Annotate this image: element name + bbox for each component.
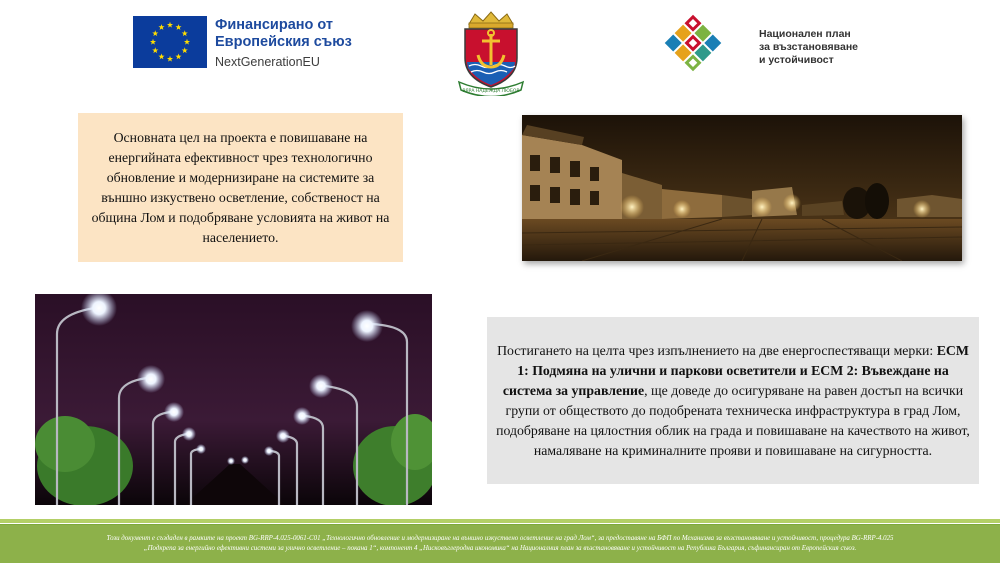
- eu-star: [158, 24, 164, 30]
- footer-line-2: „Подкрепа за енергийно ефективни системи за улично осветление – покана 1“, компонент 4 „Нисковъглеродна икономика“ на Националния план за възстановяване и устойчивост на Република България, съфинансиран от Европейския съюз.: [143, 545, 857, 552]
- footer-top-stripe: [0, 519, 1000, 523]
- eu-flag-icon: [133, 16, 207, 68]
- project-goal-text: Основната цел на проекта е повишаване на енергийната ефективност чрез технологично обновление и модернизиране на системите за външно изкуствено осветление, собственост на община Лом и подобряване условията на живот на населението.: [91, 129, 390, 245]
- measures-intro: Постигането на целта чрез изпълнението на две енергоспестяващи мерки:: [497, 342, 937, 358]
- energy-measures-text: [495, 341, 971, 461]
- eu-logo-line-3: NextGenerationEU: [215, 55, 320, 69]
- npv-logo-line-1: Национален план: [759, 28, 851, 40]
- footer-disclaimer: [0, 525, 1000, 563]
- eu-star: [182, 47, 188, 53]
- eu-funding-logo: [133, 16, 383, 74]
- eu-star: [167, 56, 173, 62]
- npv-logo-line-3: и устойчивост: [759, 54, 834, 66]
- crest-motto: ВЯРА НАДЕЖДА ЛЮБОВ: [462, 89, 520, 94]
- lom-crest-icon: [455, 10, 527, 96]
- footer-line-1: Този документ е създаден в рамките на проект BG-RRP-4.025-0061-C01 „Технологично обновление и модернизиране на външно изкуствено осветление на град Лом“, за предоставяне на БФП по Механизма за възстановяване и устойчивост, процедура BG-RRP-4.025: [106, 535, 894, 542]
- eu-star: [167, 22, 173, 28]
- npv-logo-line-2: за възстановяване: [759, 41, 859, 53]
- street-lights-photo: [35, 294, 432, 505]
- eu-star: [152, 30, 158, 36]
- eu-star: [175, 24, 181, 30]
- eu-star: [158, 54, 164, 60]
- eu-star: [182, 30, 188, 36]
- eu-star: [150, 39, 156, 45]
- embroidery-pattern-icon: [655, 10, 731, 76]
- measures-outcome: , ще доведе до осигуряване на равен достъп на всички групи от обществото до подобрената техническа инфраструктура в град Лом, подобряване на цялостния облик на града и повишаване на качеството на живот, намаляване на криминалните прояви и повишаване на сигурността.: [496, 382, 970, 458]
- eu-star: [184, 39, 190, 45]
- eu-logo-line-2: Европейския съюз: [215, 34, 352, 50]
- measures-esm-names: ЕСМ 1: Подмяна на улични и паркови осветители и ЕСМ 2: Въвеждане на система за управление: [502, 342, 969, 398]
- project-goal-box: [78, 113, 403, 262]
- eu-star: [152, 47, 158, 53]
- eu-star: [175, 54, 181, 60]
- city-night-photo: [522, 115, 962, 261]
- eu-logo-line-1: Финансирано от: [215, 17, 334, 33]
- energy-measures-box: [487, 317, 979, 484]
- national-recovery-plan-logo: [655, 10, 915, 80]
